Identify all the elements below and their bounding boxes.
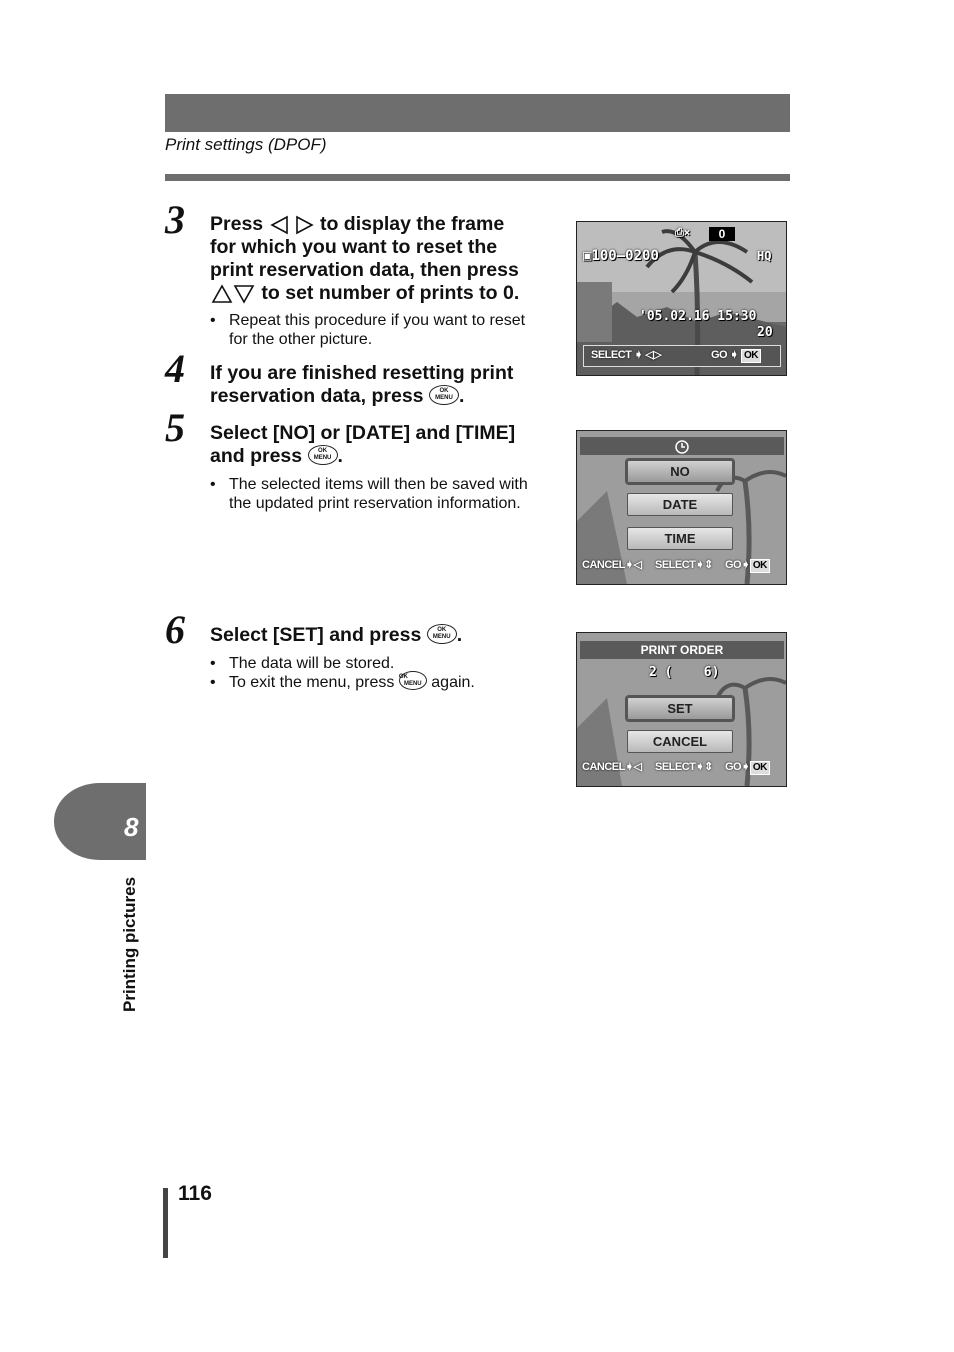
option-no[interactable]: NO — [627, 460, 733, 483]
step-3-number: 3 — [165, 197, 185, 242]
footer-cancel: CANCEL➧◁ — [582, 761, 642, 773]
step-3-bullet: • Repeat this procedure if you want to reset for the other picture. — [210, 312, 526, 348]
option-set[interactable]: SET — [627, 697, 733, 720]
step-3-bullet-text: Repeat this procedure if you want to reset for the other picture. — [228, 312, 526, 348]
up-down-arrows-icon — [210, 283, 256, 305]
step-6-number: 6 — [165, 607, 185, 652]
footer-select: SELECT➧⇕ — [655, 559, 713, 571]
step-5-line-1: and press — [210, 445, 303, 467]
step-6-line-0: Select [SET] and press — [210, 624, 422, 646]
file-number: ▣100–0200 — [583, 248, 659, 264]
screen-title: PRINT ORDER — [580, 641, 784, 659]
page-number-bar — [163, 1188, 168, 1258]
step-6-bullet-1-tail: again. — [431, 674, 475, 691]
step-4-line-1: reservation data, press — [210, 385, 424, 407]
step-3-line-1: to display the frame — [319, 213, 505, 235]
clock-icon — [674, 439, 690, 455]
step-6-bullet-0-text: The data will be stored. — [228, 655, 395, 672]
date-time: '05.02.16 15:30 — [639, 309, 757, 324]
step-3-text — [210, 213, 550, 305]
step-6-bullet-1: • To exit the menu, press OK MENU again. — [210, 673, 549, 692]
step-5-bullet-text: The selected items will then be saved with the updated print reservation information. — [228, 476, 528, 512]
header-rule — [165, 174, 790, 181]
step-5-number: 5 — [165, 405, 185, 450]
step-5-line-0: Select [NO] or [DATE] and [TIME] — [210, 422, 516, 444]
ok-menu-button-icon: OK MENU — [429, 385, 459, 405]
frame-number: 20 — [757, 325, 773, 340]
section-title: Print settings (DPOF) — [165, 135, 327, 154]
step-3-line-4: to set number of prints to 0. — [261, 282, 520, 304]
step-3-line-0: Press — [210, 213, 264, 235]
step-4-number: 4 — [165, 346, 185, 391]
header-bar — [165, 94, 790, 132]
footer-select: SELECT ➧ ◁▷ — [591, 349, 662, 361]
ok-menu-button-icon: OK MENU — [427, 624, 457, 644]
option-time[interactable]: TIME — [627, 527, 733, 550]
option-cancel[interactable]: CANCEL — [627, 730, 733, 753]
ok-menu-button-icon: OK MENU — [399, 671, 427, 690]
camera-screen-playback — [576, 221, 787, 376]
print-count: 2 ( 6) — [649, 665, 720, 680]
footer-go: GO ➧ OK — [711, 348, 761, 363]
step-3-line-2: for which you want to reset the — [210, 236, 498, 258]
step-5-text: Select [NO] or [DATE] and [TIME] and press OK MENU . — [210, 422, 550, 468]
step-6-text: Select [SET] and press OK MENU . — [210, 624, 463, 646]
step-6-bullet-0: • The data will be stored. — [210, 655, 395, 672]
camera-screen-date-menu — [576, 430, 787, 585]
print-icon: ⎙× — [675, 226, 691, 239]
footer-go: GO➧ OK — [725, 558, 770, 573]
chapter-label: Printing pictures — [120, 876, 139, 1012]
footer-go: GO➧ OK — [725, 760, 770, 775]
footer-cancel: CANCEL➧◁ — [582, 559, 642, 571]
camera-screen-print-order — [576, 632, 787, 787]
step-6-bullet-1-text: To exit the menu, press — [228, 674, 395, 691]
quality-mode: HQ — [757, 249, 772, 263]
copies-count: 0 — [709, 227, 735, 241]
step-4-line-0: If you are finished resetting print — [210, 362, 514, 384]
chapter-number: 8 — [124, 812, 139, 842]
footer-select: SELECT➧⇕ — [655, 761, 713, 773]
step-4-text: If you are finished resetting print reservation data, press OK MENU . — [210, 362, 550, 408]
page-number: 116 — [178, 1182, 212, 1205]
screen-header — [580, 437, 784, 455]
step-5-bullet: • The selected items will then be saved with the updated print reservation information. — [210, 476, 528, 512]
step-3-line-3: print reservation data, then press — [210, 259, 519, 281]
ok-menu-button-icon: OK MENU — [308, 445, 338, 465]
option-date[interactable]: DATE — [627, 493, 733, 516]
left-right-arrows-icon — [269, 214, 315, 236]
